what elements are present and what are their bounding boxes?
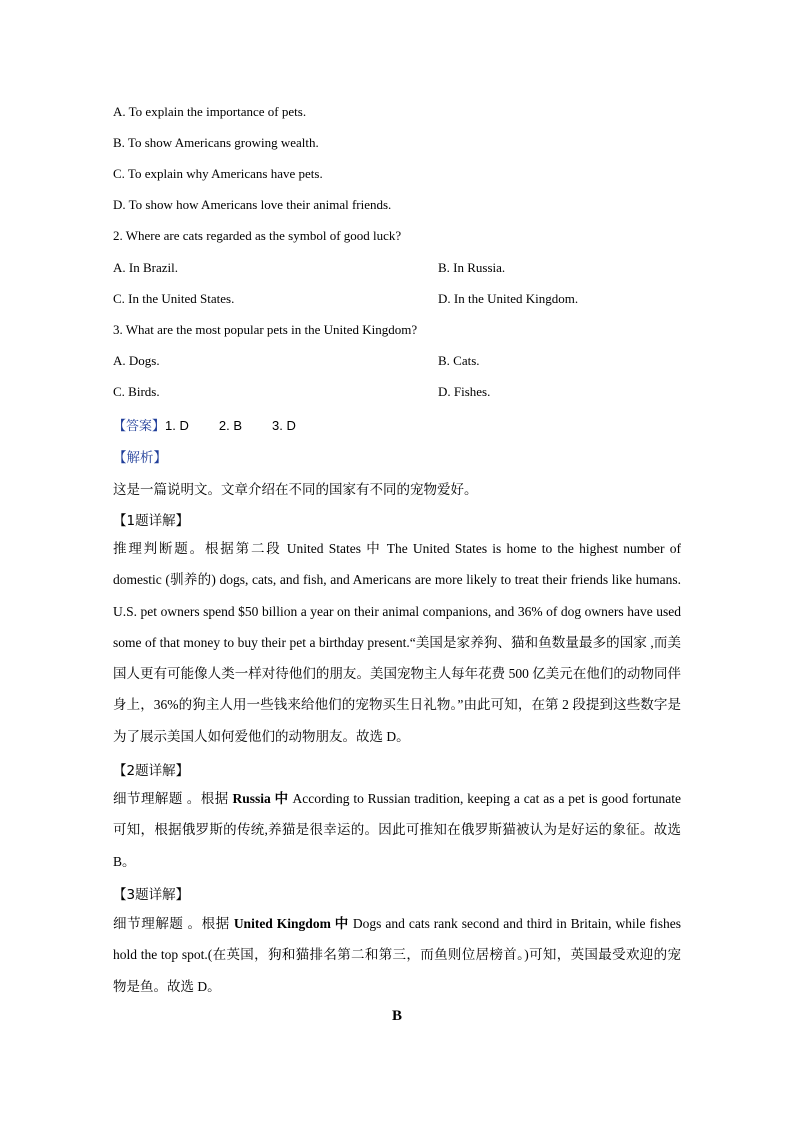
next-section-title: B	[391, 1008, 402, 1024]
q2-option-b: B. In Russia.	[438, 260, 506, 275]
q2-option-d: D. In the United Kingdom.	[438, 291, 579, 306]
answer-label: 【答案】	[113, 419, 166, 434]
sec2-text: 细节理解题 。根据 Russia 中 According to Russian tradition, keeping a cat as a pet is good fortunate 可知，根据俄罗斯的传统,养猫是很幸运的。因此可推知在俄罗斯猫被认为是好运的象征。故选 B。	[113, 791, 682, 869]
analysis-label: 【解析】	[113, 450, 167, 466]
q1-option-d: D. To show how Americans love their animal friends.	[113, 197, 392, 212]
q2-question: 2. Where are cats regarded as the symbol of good luck?	[113, 228, 402, 243]
q2-option-c: C. In the United States.	[113, 291, 235, 306]
q3-option-a: A. Dogs.	[113, 353, 160, 368]
answer-line	[113, 415, 326, 434]
sec2-heading: 【2题详解】	[113, 763, 190, 779]
q3-option-b: B. Cats.	[438, 353, 480, 368]
answer-1: 1. D	[165, 418, 189, 433]
q1-option-a: A. To explain the importance of pets.	[113, 104, 307, 119]
sec1-text: 推理判断题。根据第二段 United States 中 The United States is home to the highest number of domestic (驯养的) dogs, cats, and fish, and Americans are more likely to treat their friends like humans. U.S. pet owners spend $50 billion a year on their animal companions, and 36% of dog owners have used some of that money to buy their pet a birthday present.“美国是家养狗、猫和鱼数量最多的国家 ,而美国人更有可能像人类一样对待他们的朋友。美国宠物主人每年花费 500 亿美元在他们的动物同伴身上，36%的狗主人用一些钱来给他们的宠物买生日礼物。”由此可知，在第 2 段提到这些数字是为了展示美国人如何爱他们的动物朋友。故选 D。	[113, 541, 681, 744]
q1-option-b: B. To show Americans growing wealth.	[113, 135, 319, 150]
q3-question: 3. What are the most popular pets in the United Kingdom?	[113, 322, 418, 337]
answer-2: 2. B	[218, 418, 242, 433]
q3-option-c: C. Birds.	[113, 384, 160, 399]
sec3-text: 细节理解题 。根据 United Kingdom 中 Dogs and cats rank second and third in Britain, while fishes hold the top spot.(在英国，狗和猫排名第二和第三，而鱼则位居榜首。)可知，英国最受欢迎的宠物是鱼。故选 D。	[113, 916, 681, 994]
summary: 这是一篇说明文。文章介绍在不同的国家有不同的宠物爱好。	[113, 482, 478, 498]
sec3-heading: 【3题详解】	[113, 887, 190, 903]
q1-option-c: C. To explain why Americans have pets.	[113, 166, 323, 181]
q3-option-d: D. Fishes.	[438, 384, 491, 399]
sec1-heading: 【1题详解】	[113, 513, 190, 529]
sec2-keyword: Russia 中	[232, 791, 289, 806]
sec3-keyword: United Kingdom 中	[233, 916, 349, 931]
answer-3: 3. D	[271, 418, 296, 433]
q2-option-a: A. In Brazil.	[113, 260, 178, 275]
